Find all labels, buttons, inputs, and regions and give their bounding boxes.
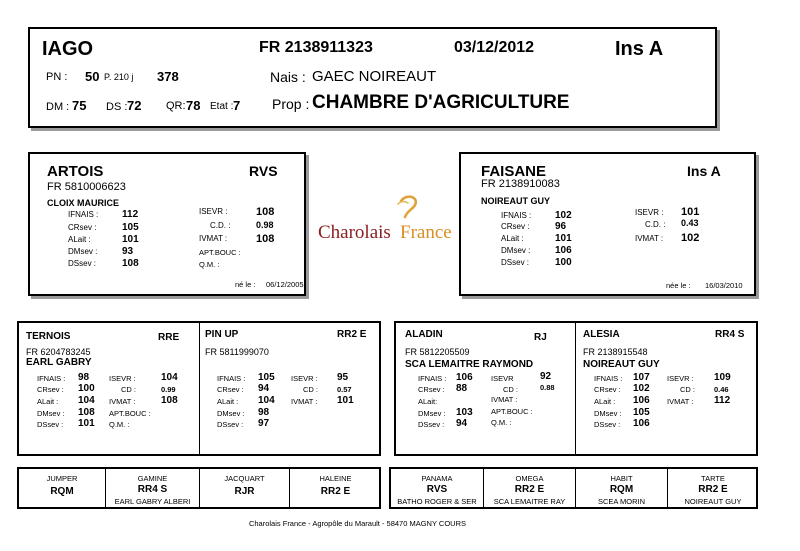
column-divider: [199, 323, 200, 454]
grand-name: ALESIA: [583, 329, 620, 340]
grand-crsev-label: CRsev :: [37, 385, 64, 394]
sire-box: [28, 152, 306, 296]
grand-crsev-value: 102: [633, 383, 650, 394]
sire-qm-label: Q.M. :: [199, 260, 220, 269]
dam-born-date: 16/03/2010: [705, 281, 743, 290]
great-grandparents-paternal-box: [17, 467, 381, 509]
great-name: JUMPER: [46, 474, 78, 483]
sire-isevr-label: ISEVR :: [199, 207, 228, 216]
grand-ivmat-value: 108: [161, 395, 178, 406]
pn-value: 50: [85, 69, 100, 84]
grand-owner: NOIREAUT GUY: [583, 359, 660, 370]
dam-ivmat-value: 102: [681, 232, 700, 244]
dam-alait-value: 101: [555, 233, 572, 244]
grand-dssev-value: 94: [456, 418, 468, 429]
sire-dmsev-value: 93: [122, 246, 134, 257]
great-status: RR4 S: [137, 484, 168, 495]
sire-alait-value: 101: [122, 234, 139, 245]
grand-ifnais-value: 98: [78, 372, 90, 383]
grand-dmsev-value: 105: [633, 407, 650, 418]
great-owner: BATHO ROGER & SER: [397, 497, 477, 506]
sire-born-date: 06/12/2005: [266, 280, 304, 289]
sire-dssev-label: DSsev :: [68, 259, 97, 268]
sire-born-label: né le :: [235, 280, 256, 289]
grand-cd-value: 0.99: [161, 385, 176, 394]
grand-dssev-label: DSsev :: [418, 420, 445, 429]
nais-value: GAEC NOIREAUT: [312, 68, 437, 85]
grand-name: ALADIN: [405, 329, 443, 340]
grand-name: PIN UP: [205, 329, 239, 340]
grand-name: TERNOIS: [26, 331, 71, 342]
footer-address: Charolais France - Agropôle du Marault - 58470 MAGNY COURS: [248, 519, 467, 528]
grand-cd-label: CD :: [503, 385, 518, 394]
grand-owner: EARL GABRY: [26, 357, 92, 368]
sire-isevr-value: 108: [256, 206, 275, 218]
dm-value: 75: [72, 98, 87, 113]
grand-dmsev-label: DMsev :: [594, 409, 622, 418]
sire-dssev-value: 108: [122, 258, 139, 269]
dam-ivmat-label: IVMAT :: [635, 234, 664, 243]
sire-id: FR 5810006623: [47, 181, 126, 193]
grand-ifnais-label: IFNAIS :: [418, 374, 447, 383]
grand-isevr-value: 95: [337, 372, 349, 383]
grand-ifnais-value: 107: [633, 372, 650, 383]
grand-isevr-value: 104: [161, 372, 178, 383]
grand-status: RJ: [534, 332, 547, 343]
ds-value: 72: [127, 98, 142, 113]
grand-status: RR4 S: [715, 329, 745, 340]
animal-status: Ins A: [615, 38, 664, 60]
great-name: TARTE: [701, 474, 725, 483]
charolais-france-logo: [318, 195, 452, 255]
logo-swoosh-icon: [389, 195, 429, 219]
dam-crsev-label: CRsev :: [501, 222, 530, 231]
great-owner: SCA LEMAITRE RAY: [493, 497, 566, 506]
grand-ifnais-label: IFNAIS :: [594, 374, 623, 383]
great-grandparents-maternal-box: [389, 467, 758, 509]
dam-id: FR 2138910083: [481, 178, 560, 190]
sire-aptbouc-label: APT.BOUC :: [199, 248, 241, 257]
grand-alait-label: ALait :: [217, 397, 239, 406]
grand-crsev-label: CRsev :: [594, 385, 621, 394]
p210-label: P. 210 j: [104, 72, 134, 82]
dam-status: Ins A: [687, 163, 721, 179]
dam-born-label: née le :: [666, 281, 691, 290]
animal-name: IAGO: [42, 38, 94, 60]
great-owner: EARL GABRY ALBERI: [114, 497, 191, 506]
grand-ifnais-label: IFNAIS :: [37, 374, 66, 383]
dam-cd-value: 0.43: [681, 218, 699, 228]
great-name: GAMINE: [137, 474, 168, 483]
dam-isevr-value: 101: [681, 206, 700, 218]
qr-value: 78: [186, 98, 201, 113]
grandparents-paternal-box: [17, 321, 381, 456]
grand-dmsev-label: DMsev :: [217, 409, 245, 418]
sire-cd-value: 0.98: [256, 220, 274, 230]
grand-dmsev-value: 98: [258, 407, 270, 418]
sire-ifnais-value: 112: [122, 209, 139, 220]
grand-crsev-value: 100: [78, 383, 95, 394]
grand-owner: SCA LEMAITRE RAYMOND: [405, 359, 534, 370]
grand-id: FR 5811999070: [205, 347, 269, 357]
great-status: RR2 E: [698, 484, 728, 495]
sire-name: ARTOIS: [47, 163, 104, 180]
grand-dssev-value: 97: [258, 418, 270, 429]
sire-cd-label: C.D. :: [210, 221, 231, 230]
grand-dssev-label: DSsev :: [37, 420, 64, 429]
grand-alait-value: 104: [258, 395, 275, 406]
grand-ifnais-value: 106: [456, 372, 473, 383]
grand-ivmat-label: IVMAT :: [491, 395, 518, 404]
dam-cd-label: C.D. :: [645, 220, 666, 229]
grand-alait-label: ALait :: [37, 397, 59, 406]
grand-isevr-label: ISEVR :: [667, 374, 694, 383]
grand-isevr-value: 92: [540, 371, 552, 382]
great-status: RVS: [426, 484, 448, 495]
great-owner: SCEA MORIN: [597, 497, 646, 506]
great-name: HALEINE: [319, 474, 352, 483]
dam-dmsev-value: 106: [555, 245, 572, 256]
dam-crsev-value: 96: [555, 221, 567, 232]
grand-cd-value: 0.46: [714, 385, 729, 394]
dam-dssev-value: 100: [555, 257, 572, 268]
great-owner: NOIREAUT GUY: [684, 497, 742, 506]
grand-isevr-label: ISEVR :: [291, 374, 318, 383]
grand-id: FR 2138915548: [583, 347, 648, 357]
pn-label: PN :: [46, 71, 68, 83]
sire-crsev-label: CRsev :: [68, 223, 97, 232]
great-status: RQM: [50, 486, 74, 497]
grand-crsev-label: CRsev :: [217, 385, 244, 394]
animal-header-box: [28, 27, 717, 128]
grand-aptbouc-label: APT.BOUC :: [491, 407, 533, 416]
dam-dmsev-label: DMsev :: [501, 246, 531, 255]
grand-crsev-value: 94: [258, 383, 270, 394]
dam-ifnais-label: IFNAIS :: [501, 211, 532, 220]
grand-status: RR2 E: [337, 329, 367, 340]
grand-crsev-value: 88: [456, 383, 468, 394]
grand-cd-label: CD :: [303, 385, 318, 394]
grand-ivmat-label: IVMAT :: [109, 397, 136, 406]
great-name: PANAMA: [421, 474, 453, 483]
grandparents-maternal-box: [394, 321, 758, 456]
grand-dssev-label: DSsev :: [217, 420, 244, 429]
dam-isevr-label: ISEVR :: [635, 208, 664, 217]
grand-ivmat-label: IVMAT :: [667, 397, 694, 406]
grand-id: FR 6204783245: [26, 347, 91, 357]
grand-isevr-label: ISEVR: [491, 374, 514, 383]
grand-alait-value: 106: [633, 395, 650, 406]
grand-dmsev-value: 108: [78, 407, 95, 418]
sire-status: RVS: [249, 163, 278, 179]
grand-ifnais-label: IFNAIS :: [217, 374, 246, 383]
grand-id: FR 5812205509: [405, 347, 470, 357]
grand-dssev-label: DSsev :: [594, 420, 621, 429]
sire-ifnais-label: IFNAIS :: [68, 210, 99, 219]
great-status: RR2 E: [514, 484, 545, 495]
dam-box: [459, 152, 756, 296]
dam-dssev-label: DSsev :: [501, 258, 530, 267]
grand-cd-label: CD :: [121, 385, 136, 394]
grand-ivmat-label: IVMAT :: [291, 397, 318, 406]
dam-name: FAISANE: [481, 163, 547, 180]
dam-alait-label: ALait :: [501, 234, 524, 243]
dm-label: DM :: [46, 101, 70, 113]
grand-dmsev-value: 103: [456, 407, 473, 418]
p210-value: 378: [157, 69, 179, 84]
grand-cd-value: 0.88: [540, 383, 555, 392]
sire-alait-label: ALait :: [68, 235, 91, 244]
grand-crsev-label: CRsev :: [418, 385, 445, 394]
grand-dmsev-label: DMsev :: [37, 409, 65, 418]
sire-ivmat-value: 108: [256, 233, 275, 245]
grand-cd-label: CD :: [680, 385, 695, 394]
etat-label: Etat :: [210, 101, 234, 112]
logo-text-charolais: Charolais: [318, 222, 391, 243]
grand-aptbouc-label: APT.BOUC :: [109, 409, 151, 418]
grand-cd-value: 0.57: [337, 385, 352, 394]
grand-alait-value: 104: [78, 395, 95, 406]
grand-dmsev-label: DMsev :: [418, 409, 446, 418]
nais-label: Nais :: [270, 69, 306, 85]
grand-status: RRE: [158, 332, 180, 343]
great-status: RQM: [609, 484, 634, 495]
grand-ivmat-value: 112: [714, 395, 731, 406]
grand-alait-label: ALait:: [418, 397, 438, 406]
grand-isevr-value: 109: [714, 372, 731, 383]
great-name: HABIT: [610, 474, 633, 483]
animal-id: FR 2138911323: [259, 39, 373, 56]
grand-qm-label: Q.M. :: [109, 420, 130, 429]
grand-dssev-value: 101: [78, 418, 95, 429]
grand-ifnais-value: 105: [258, 372, 275, 383]
grand-alait-label: ALait :: [594, 397, 616, 406]
grand-isevr-label: ISEVR :: [109, 374, 136, 383]
animal-birth-date: 03/12/2012: [454, 39, 535, 56]
ds-label: DS :: [106, 101, 128, 113]
prop-label: Prop :: [272, 96, 310, 112]
great-status: RR2 E: [320, 486, 351, 497]
grand-dssev-value: 106: [633, 418, 650, 429]
logo-text-france: France: [400, 222, 452, 243]
qr-label: QR:: [166, 100, 186, 112]
sire-crsev-value: 105: [122, 222, 139, 233]
grand-ivmat-value: 101: [337, 395, 354, 406]
dam-ifnais-value: 102: [555, 210, 572, 221]
etat-value: 7: [233, 98, 241, 113]
great-name: OMEGA: [515, 474, 544, 483]
grand-qm-label: Q.M. :: [491, 418, 512, 427]
sire-ivmat-label: IVMAT :: [199, 234, 228, 243]
column-divider: [575, 323, 576, 454]
great-status: RJR: [234, 486, 255, 497]
sire-dmsev-label: DMsev :: [68, 247, 98, 256]
sire-owner: CLOIX MAURICE: [47, 198, 119, 208]
great-name: JACQUART: [224, 474, 265, 483]
dam-owner: NOIREAUT GUY: [481, 196, 551, 206]
prop-value: CHAMBRE D'AGRICULTURE: [312, 92, 570, 113]
